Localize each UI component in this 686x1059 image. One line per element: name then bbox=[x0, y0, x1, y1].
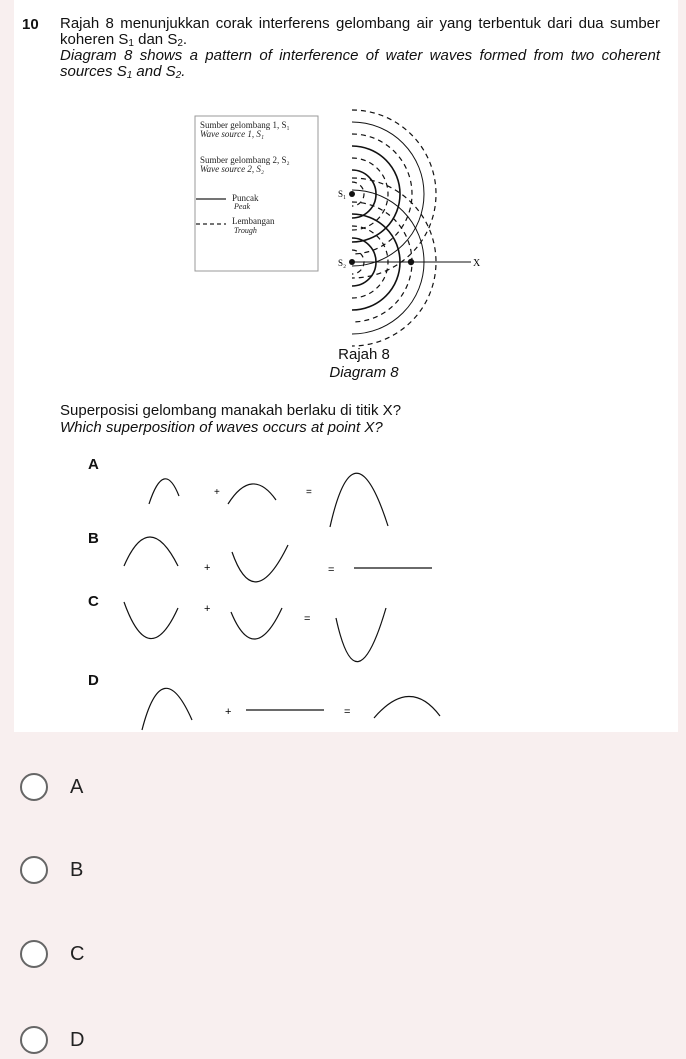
option-d-equals: = bbox=[344, 706, 351, 718]
caption-malay: Rajah 8 bbox=[338, 346, 390, 363]
choice-b[interactable] bbox=[20, 853, 83, 887]
radio-a[interactable] bbox=[20, 773, 48, 801]
prompt-malay: Superposisi gelombang manakah berlaku di titik X? bbox=[60, 402, 402, 419]
option-a-label: A bbox=[88, 456, 99, 473]
legend-trough-ms: Lembangan bbox=[232, 216, 275, 226]
question-card bbox=[14, 0, 678, 732]
source1-dot bbox=[349, 191, 355, 197]
choice-c[interactable] bbox=[20, 937, 84, 971]
choice-b-label: B bbox=[70, 858, 84, 881]
legend-source2-en: Wave source 2, S₂ bbox=[200, 164, 264, 174]
option-c-equals: = bbox=[304, 613, 311, 625]
option-a-equals: = bbox=[306, 487, 312, 498]
choice-a[interactable] bbox=[20, 770, 83, 804]
legend-source1-ms: Sumber gelombang 1, S₁ bbox=[200, 120, 290, 130]
radio-b[interactable] bbox=[20, 856, 48, 884]
legend-peak-en: Peak bbox=[234, 202, 250, 211]
question-prompt bbox=[60, 402, 401, 436]
point-x-label: X bbox=[473, 258, 481, 269]
question-text-english: Diagram 8 shows a pattern of interference of water waves formed from two coherent sources $S_1$ and $S_2$. bbox=[60, 47, 660, 81]
radio-d[interactable] bbox=[20, 1026, 48, 1054]
radio-c[interactable] bbox=[20, 940, 48, 968]
caption-english: Diagram 8 bbox=[329, 364, 399, 381]
option-b-waves bbox=[124, 537, 432, 582]
question-text-malay: Rajah 8 menunjukkan corak interferens gelombang air yang terbentuk dari dua sumber koheren $S_1$ dan $S_2$. bbox=[60, 15, 660, 49]
choice-a-label: A bbox=[70, 775, 84, 798]
choice-d-label: D bbox=[70, 1028, 85, 1051]
question-number: 10 bbox=[22, 16, 39, 33]
option-c-waves bbox=[124, 602, 386, 662]
source1-label: S₁ bbox=[338, 189, 347, 199]
option-a-plus: + bbox=[214, 487, 220, 498]
legend-source1-en: Wave source 1, S₁ bbox=[200, 129, 264, 139]
option-b-plus: + bbox=[204, 562, 211, 574]
diagram-caption bbox=[314, 346, 414, 382]
choice-d[interactable] bbox=[20, 1023, 84, 1057]
option-c-label: C bbox=[88, 593, 99, 610]
legend-source2-ms: Sumber gelombang 2, S₂ bbox=[200, 155, 290, 165]
option-d-plus: + bbox=[225, 706, 232, 718]
option-d-waves bbox=[142, 688, 440, 730]
option-b-equals: = bbox=[328, 564, 335, 576]
option-c-plus: + bbox=[204, 603, 211, 615]
option-b-label: B bbox=[88, 530, 99, 547]
option-a-waves bbox=[149, 473, 388, 527]
legend-trough-en: Trough bbox=[234, 226, 257, 235]
choice-c-label: C bbox=[70, 942, 85, 965]
legend-peak-ms: Puncak bbox=[232, 193, 259, 203]
option-d-label: D bbox=[88, 672, 99, 689]
prompt-english: Which superposition of waves occurs at point X? bbox=[60, 419, 383, 436]
point-x-dot bbox=[408, 259, 414, 265]
source2-label: S₂ bbox=[338, 258, 347, 268]
